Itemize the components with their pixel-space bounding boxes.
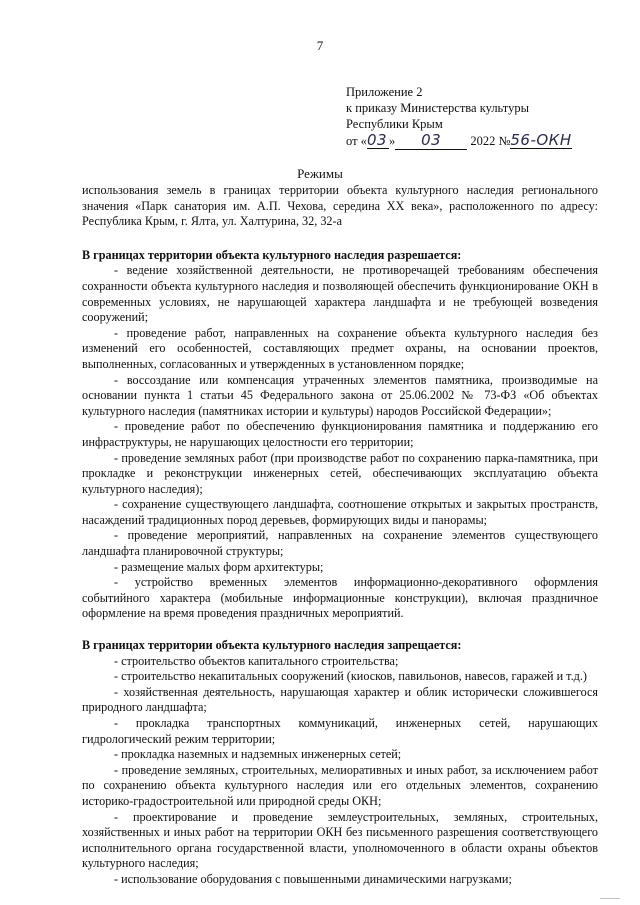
appendix-date-line xyxy=(346,132,606,150)
appendix-block xyxy=(346,84,606,150)
allowed-item: - сохранение существующего ландшафта, соотношение открытых и закрытых пространств, насаждений традиционных пород деревьев, формирующих виды и панорамы; xyxy=(82,497,598,527)
forbidden-item: - прокладка транспортных коммуникаций, инженерных сетей, нарушающих гидрологический режим территории; xyxy=(82,716,598,746)
appendix-line-1: Приложение 2 xyxy=(346,85,423,99)
forbidden-item: - использование оборудования с повышенными динамическими нагрузками; xyxy=(114,871,512,886)
date-month-field xyxy=(395,132,467,150)
document-body xyxy=(82,183,598,888)
allowed-item: - проведение работ по обеспечению функционирования памятника и поддержанию его инфраструктуры, не нарушающих целостности его территории; xyxy=(82,419,598,449)
date-day: 03 xyxy=(366,131,388,149)
document-title: Режимы xyxy=(297,166,343,181)
order-number-prefix: № xyxy=(498,134,511,148)
forbidden-item: - проведение земляных, строительных, мелиоративных и иных работ, за исключением работ по сохранению объекта культурного наследия или его отдельных элементов, сохранению историко-градостроительной или природной среды ОКН; xyxy=(82,762,598,808)
appendix-line-2: к приказу Министерства культуры xyxy=(346,101,529,115)
date-year: 2022 xyxy=(470,134,496,148)
date-month: 03 xyxy=(421,131,442,149)
order-number: 56-ОКН xyxy=(510,131,572,149)
allowed-item: - проведение земляных работ (при производстве работ по сохранению парка-памятника, при прокладке и реконструкции инженерных сетей, обеспечивающих эксплуатацию объекта культурного наследия); xyxy=(82,450,598,496)
forbidden-item: - строительство объектов капитального строительства; xyxy=(114,653,399,668)
allowed-heading: В границах территории объекта культурного наследия разрешается: xyxy=(82,247,462,262)
allowed-item: - проведение работ, направленных на сохранение объекта культурного наследия без изменений его особенностей, составляющих предмет охраны, на основании проектов, выполненных, согласованных и утвержденных в установленном порядке; xyxy=(82,325,598,371)
allowed-item: - ведение хозяйственной деятельности, не противоречащей требованиям обеспечения сохранности объекта культурного наследия и позволяющей обеспечить функционирование ОКН в современных условиях, не нарушающей характера ландшафта и не требующей возведения сооружений; xyxy=(82,263,598,325)
forbidden-item: - прокладка наземных и надземных инженерных сетей; xyxy=(114,747,402,762)
allowed-item: - устройство временных элементов информационно-декоративного оформления событийного характера (мобильные информационные конструкции), включая праздничное оформление на время проведения праздничных мероприятий. xyxy=(82,575,598,621)
date-prefix: от « xyxy=(346,134,367,148)
allowed-item: - проведение мероприятий, направленных на сохранение элементов существующего ландшафта планировочной структуры; xyxy=(82,528,598,559)
date-mid: » xyxy=(388,134,396,148)
appendix-line-3: Республики Крым xyxy=(346,117,443,131)
forbidden-item: - строительство некапитальных сооружений (киосков, павильонов, навесов, гаражей и т.д.) xyxy=(114,669,587,684)
scan-edge-mark xyxy=(600,898,620,903)
allowed-item: - размещение малых форм архитектуры; xyxy=(114,559,324,574)
intro-paragraph: использования земель в границах территории объекта культурного наследия регионального значения «Парк санатория им. А.П. Чехова, середина XX века», расположенного по адресу: Республика Крым, г. Ялта, ул. Халтурина, 32, 32-а xyxy=(82,183,598,229)
page-number: 7 xyxy=(316,38,324,53)
allowed-item: - воссоздание или компенсация утраченных элементов памятника, производимые на основании пункта 1 статьи 45 Федерального закона от 25.06.2002 № 73-ФЗ «Об объектах культурного наследия (памятниках истории и культуры) народов Российской Федерации»; xyxy=(82,372,598,418)
forbidden-item: - хозяйственная деятельность, нарушающая характер и облик исторически сложившегося природного ландшафта; xyxy=(82,684,598,715)
forbidden-item: - проектирование и проведение землеустроительных, земляных, строительных, хозяйственных и иных работ на территории ОКН без письменного разрешения соответствующего исполнительного органа государственной власти, уполномоченного в области охраны объектов культурного наследия; xyxy=(82,809,598,871)
forbidden-heading: В границах территории объекта культурного наследия запрещается: xyxy=(82,638,462,653)
